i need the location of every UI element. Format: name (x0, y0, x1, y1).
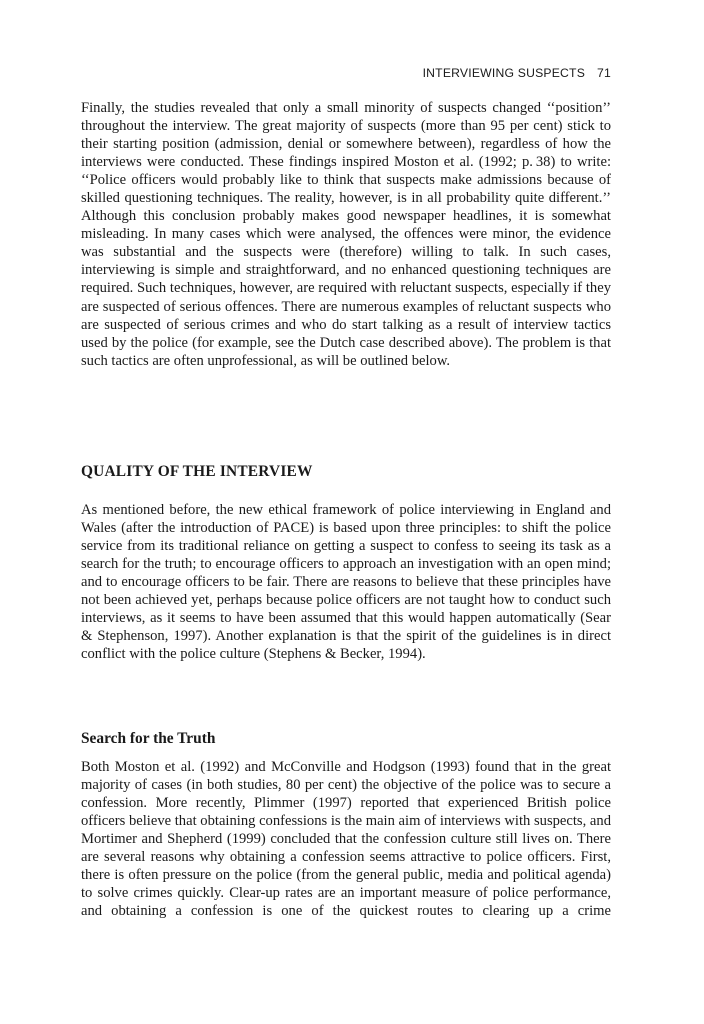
running-title: INTERVIEWING SUSPECTS (422, 66, 586, 80)
paragraph-findings: Finally, the studies revealed that only a small minority of suspects changed ‘‘position’’ throughout the interview. The great majority of suspects (more than 95 per cent) stick to their starting position (admission, denial or somewhere between), regardless of how the interviews were conducted. These findings inspired Moston et al. (1992; p. 38) to write: ‘‘Police officers would probably like to think that suspects make admissions because of skilled questioning techniques. The reality, however, is in all probability quite different.’’ Although this conclusion probably makes good newspaper headlines, it is somewhat misleading. In many cases which were analysed, the offences were minor, the evidence was substantial and the suspects were (therefore) willing to talk. In such cases, interviewing is simple and straightforward, and no enhanced questioning techniques are required. Such techniques, however, are required with reluctant suspects, especially if they are suspected of serious offences. There are numerous examples of reluctant suspects who are suspected of serious crimes and who do start talking as a result of interview tactics used by the police (for example, see the Dutch case described above). The problem is that such tactics are often unprofessional, as will be outlined below. (81, 100, 611, 369)
page-number: 71 (597, 66, 611, 80)
subsection-heading-search-for-truth: Search for the Truth (81, 730, 216, 747)
section-heading-quality-of-interview: QUALITY OF THE INTERVIEW (81, 463, 313, 480)
running-header (423, 66, 611, 80)
paragraph-ethical-framework: As mentioned before, the new ethical framework of police interviewing in England and Wales (after the introduction of PACE) is based upon three principles: to shift the police service from its traditional reliance on getting a suspect to confess to seeing its task as a search for the truth; to encourage officers to approach an investigation with an open mind; and to encourage officers to be fair. There are reasons to believe that these principles have not been achieved yet, perhaps because police officers are not taught how to conduct such interviews, as it seems to have been assumed that this would happen automatically (Sear & Stephenson, 1997). Another explanation is that the spirit of the guidelines is in direct conflict with the police culture (Stephens & Becker, 1994). (81, 502, 611, 663)
paragraph-confession-objective: Both Moston et al. (1992) and McConville and Hodgson (1993) found that in the great majority of cases (in both studies, 80 per cent) the objective of the police was to secure a confession. More recently, Plimmer (1997) reported that experienced British police officers believe that obtaining confessions is the main aim of interviews with suspects, and Mortimer and Shepherd (1999) concluded that the confession culture still lives on. There are several reasons why obtaining a confession seems attractive to police officers. First, there is often pressure on the police (from the general public, media and political agenda) to solve crimes quickly. Clear-up rates are an important measure of police performance, and obtaining a confession is one of the quickest routes to clearing up a crime (81, 759, 611, 920)
